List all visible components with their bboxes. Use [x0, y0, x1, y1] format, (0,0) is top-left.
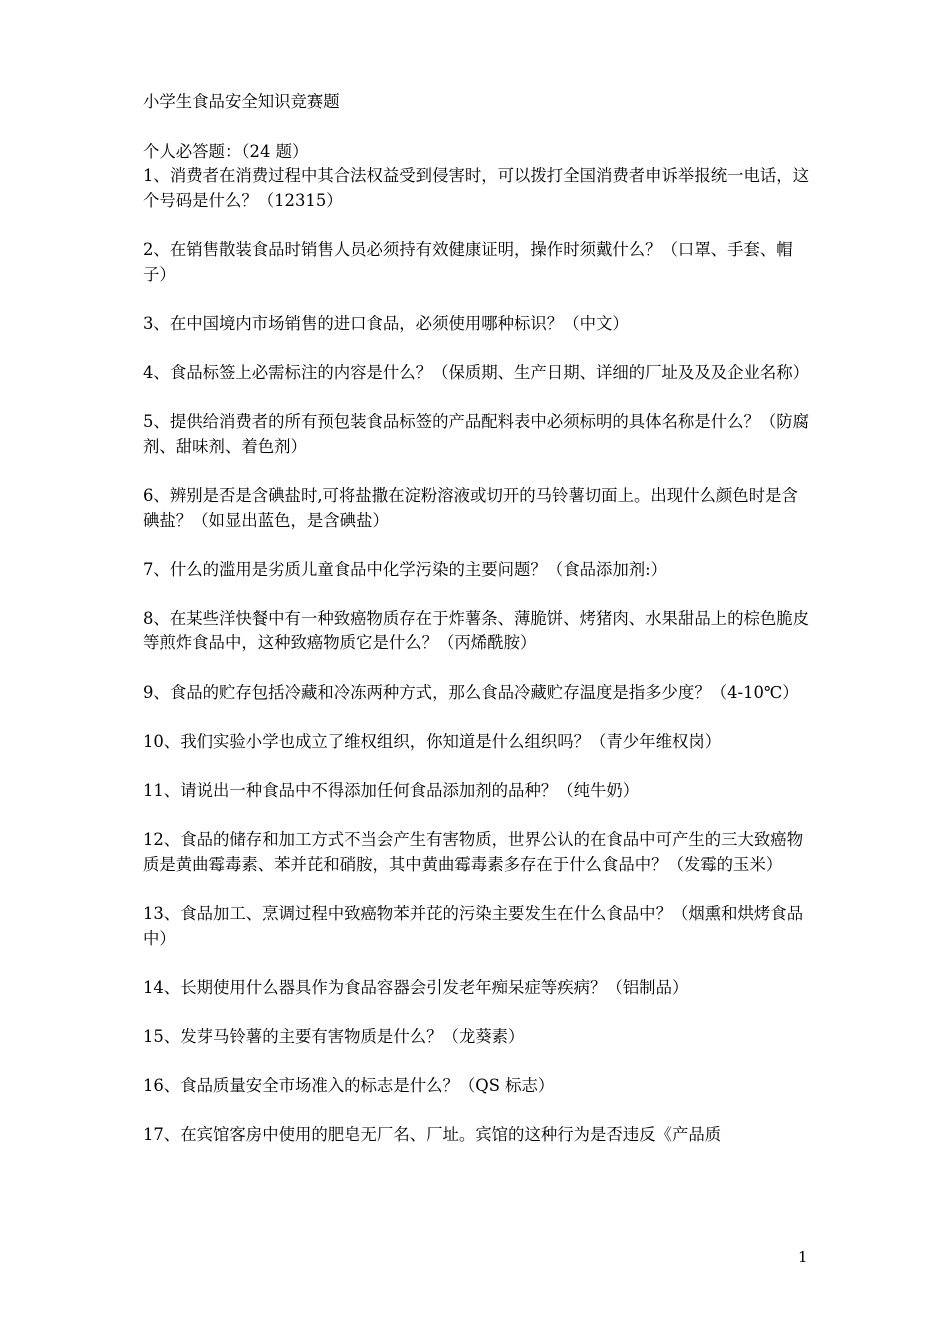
question-item: 17、在宾馆客房中使用的肥皂无厂名、厂址。宾馆的这种行为是否违反《产品质 — [143, 1125, 722, 1145]
question-item: 1、消费者在消费过程中其合法权益受到侵害时，可以拨打全国消费者申诉举报统一电话，这个号码是什么？（12315） — [143, 166, 810, 210]
question-item: 3、在中国境内市场销售的进口食品，必须使用哪种标识？（中文） — [143, 313, 629, 333]
question-item: 10、我们实验小学也成立了维权组织，你知道是什么组织吗？（青少年维权岗） — [143, 731, 722, 751]
page-number: 1 — [798, 1248, 808, 1266]
question-item: 16、食品质量安全市场准入的标志是什么？（QS 标志） — [143, 1076, 555, 1096]
question-item: 11、请说出一种食品中不得添加任何食品添加剂的品种？（纯牛奶） — [143, 781, 640, 801]
section-heading: 个人必答题：（24 题） — [143, 141, 309, 161]
question-item: 4、食品标签上必需标注的内容是什么？（保质期、生产日期、详细的厂址及及及企业名称） — [143, 362, 810, 382]
question-item: 2、在销售散装食品时销售人员必须持有效健康证明，操作时须戴什么？（口罩、手套、帽子） — [143, 239, 793, 284]
question-item: 12、食品的储存和加工方式不当会产生有害物质，世界公认的在食品中可产生的三大致癌物质是黄曲霉毒素、苯并芘和硝胺，其中黄曲霉毒素多存在于什么食品中？（发霉的玉米） — [143, 830, 804, 874]
question-item: 9、食品的贮存包括冷藏和冷冻两种方式，那么食品冷藏贮存温度是指多少度？（4-10℃） — [143, 682, 799, 702]
question-item: 13、食品加工、烹调过程中致癌物苯并芘的污染主要发生在什么食品中？（烟熏和烘烤食品中） — [143, 904, 804, 948]
question-item: 5、提供给消费者的所有预包装食品标签的产品配料表中必须标明的具体名称是什么？（防腐剂、甜味剂、着色剂） — [143, 412, 810, 456]
document-body — [143, 90, 813, 1148]
question-item: 14、长期使用什么器具作为食品容器会引发老年痴呆症等疾病？（铝制品） — [143, 977, 689, 997]
question-item: 8、在某些洋快餐中有一种致癌物质存在于炸薯条、薄脆饼、烤猪肉、水果甜品上的棕色脆皮等煎炸食品中，这种致癌物质它是什么？（丙烯酰胺） — [143, 608, 810, 653]
question-item: 6、辨别是否是含碘盐时,可将盐撒在淀粉溶液或切开的马铃薯切面上。出现什么颜色时是含碘盐？（如显出蓝色，是含碘盐） — [143, 485, 798, 530]
question-list — [143, 164, 813, 1148]
question-item: 15、发芽马铃薯的主要有害物质是什么？（龙葵素） — [143, 1026, 525, 1046]
question-item: 7、什么的滥用是劣质儿童食品中化学污染的主要问题？（食品添加剂:） — [143, 559, 668, 579]
document-title: 小学生食品安全知识竞赛题 — [143, 92, 340, 111]
